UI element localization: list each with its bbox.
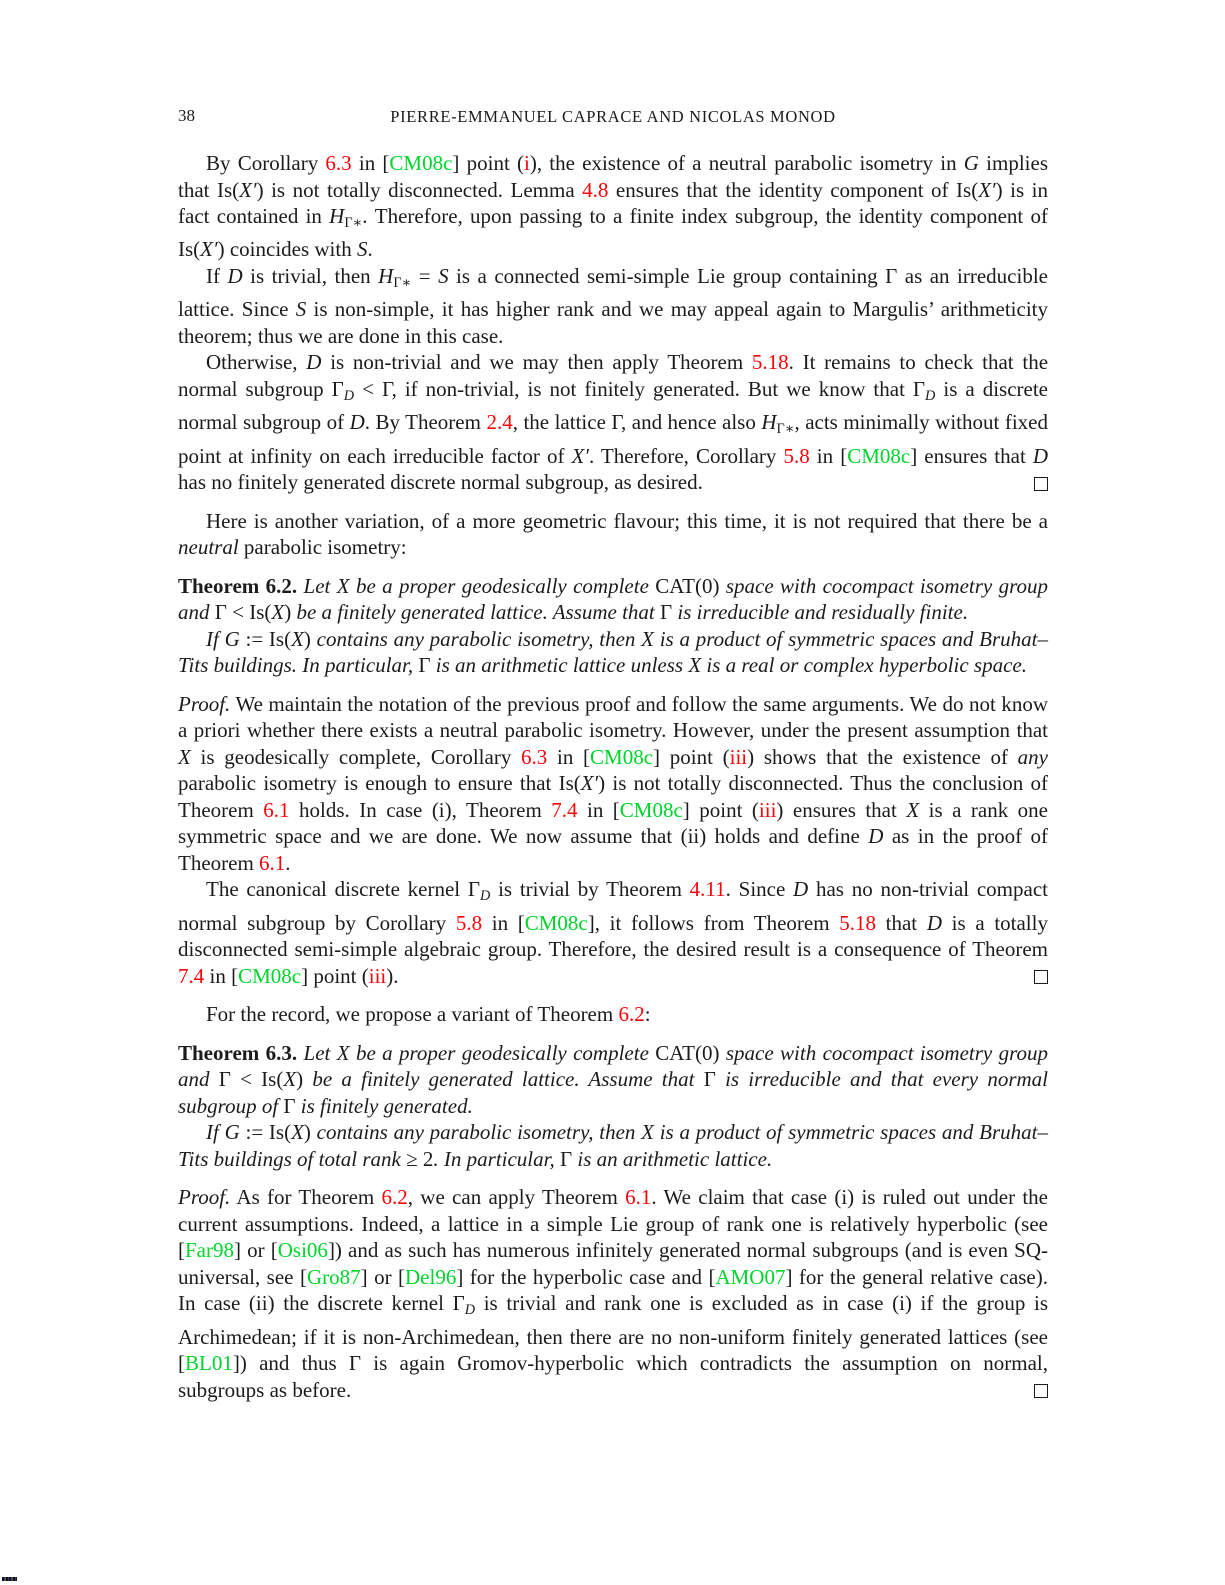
internal-ref-link[interactable]: iii [758, 797, 777, 822]
theorem-paragraph [178, 1040, 1048, 1120]
text-segment: ] point ( [653, 744, 730, 769]
text-segment: is an arithmetic lattice unless [430, 653, 689, 678]
text-segment: is a real or complex hyperbolic space. [701, 653, 1027, 678]
text-segment: . [285, 850, 291, 875]
text-segment: ) is not totally disconnected. Thus the conclusion of Theorem [178, 771, 1048, 822]
citation-link[interactable]: CM08c [847, 443, 911, 468]
internal-ref-link[interactable]: i [523, 151, 530, 175]
text-segment: is a connected semi-simple Lie group containing Γ as an irreducible lattice. Since [178, 263, 1048, 322]
text-segment: Γ [703, 1067, 716, 1092]
text-segment: : [644, 1002, 651, 1027]
internal-ref-link[interactable]: 6.1 [259, 850, 286, 875]
body-paragraph [178, 508, 1048, 561]
text-segment: . We claim that case (i) is ruled out under the current assumptions. Indeed, a lattice in a simple Lie group of rank one is relatively hyperbolic (see [ [178, 1185, 1049, 1263]
qed-box [1034, 477, 1048, 491]
text-segment: holds. In case (i), Theorem [289, 797, 552, 822]
citation-link[interactable]: Gro87 [306, 1264, 361, 1289]
text-segment: = [411, 263, 439, 288]
text-segment: that [875, 910, 927, 935]
internal-ref-link[interactable]: 5.18 [751, 350, 789, 375]
text-segment: X [291, 1120, 304, 1145]
citation-link[interactable]: CM08c [524, 910, 588, 935]
internal-ref-link[interactable]: 2.4 [486, 410, 513, 435]
text-segment: ) is not totally disconnected. Lemma [256, 177, 583, 202]
text-segment: The canonical discrete kernel Γ [206, 877, 481, 902]
text-segment: is a rank one symmetric space and we are done. We now assume that (ii) holds and define [178, 797, 1049, 849]
citation-link[interactable]: CM08c [590, 744, 654, 769]
text-segment: ] point ( [452, 151, 524, 175]
qed-box [1034, 970, 1048, 984]
text-segment: By Corollary [206, 151, 326, 175]
text-segment: is trivial and rank one is excluded as in case (i) if the group is Archimedean; if it is non-Archimedean, then there are no non-uniform finitely generated lattices (see [ [178, 1291, 1048, 1376]
text-segment: . Since [725, 877, 794, 902]
text-segment: G [224, 1120, 240, 1145]
text-segment: ] point ( [301, 963, 369, 988]
citation-link[interactable]: CM08c [389, 151, 453, 175]
text-segment: Γ [283, 1093, 296, 1118]
citation-link[interactable]: AMO07 [715, 1264, 786, 1289]
text-segment: in [ [351, 151, 390, 175]
text-segment: ) [303, 1120, 311, 1145]
text-segment: . In particular, [433, 1146, 560, 1171]
text-segment: . It remains to check that the normal subgroup Γ [178, 350, 1049, 401]
text-segment: is finitely generated. [295, 1093, 473, 1118]
text-segment: ) shows that the existence of [747, 744, 1018, 769]
text-segment: in [ [577, 797, 620, 822]
text-segment: H [378, 263, 394, 288]
text-segment: CAT(0) [655, 573, 720, 598]
text-segment: is a totally disconnected semi-simple algebraic group. Therefore, the desired result is a consequence of Theorem [178, 910, 1048, 962]
text-segment: < Γ, if non-trivial, is not finitely generated. But we know that Γ [354, 376, 926, 401]
text-segment: has no finitely generated discrete normal subgroup, as desired. [178, 470, 703, 495]
running-header [178, 106, 1048, 128]
text-segment: . Therefore, upon passing to a finite index subgroup, the identity component of Is( [178, 204, 1048, 262]
text-segment: is a product of symmetric spaces and Bruhat–Tits buildings. In particular, [178, 626, 1048, 678]
body-paragraph [178, 349, 1048, 495]
text-segment: D [793, 877, 809, 902]
body-paragraph [178, 876, 1048, 989]
text-segment: X [641, 626, 654, 651]
text-segment: D [227, 263, 243, 288]
text-segment: ], it follows from Theorem [587, 910, 840, 935]
text-segment: If [206, 626, 225, 651]
text-segment: Otherwise, [206, 350, 307, 375]
text-segment: ] or [ [234, 1238, 278, 1263]
text-segment: We maintain the notation of the previous proof and follow the same arguments. We do not know a priori whether there exists a neutral parabolic isometry. However, under the present assumption that [178, 691, 1048, 743]
text-segment: X [688, 653, 702, 678]
text-segment: , acts minimally without fixed point at infinity on each irreducible factor of [178, 410, 1048, 468]
text-segment: Let [303, 573, 337, 598]
text-segment: Γ∗ [393, 274, 412, 291]
text-segment: . By Theorem [364, 410, 487, 435]
text-segment: X′ [580, 771, 599, 796]
text-segment: is a product of symmetric spaces and Bruhat–Tits buildings of total rank [178, 1120, 1048, 1171]
internal-ref-link[interactable]: 5.8 [783, 443, 810, 468]
text-segment: ) is in fact contained in [178, 177, 1048, 228]
text-segment: Let [303, 1040, 337, 1065]
text-segment: ] or [ [360, 1264, 406, 1289]
text-segment: Here is another variation, of a more geometric flavour; this time, it is not required that there be a [206, 508, 1048, 533]
text-segment: Γ < Is( [214, 600, 272, 625]
text-segment: For the record, we propose a variant of Theorem [206, 1002, 619, 1027]
internal-ref-link[interactable]: 5.8 [455, 910, 483, 935]
text-segment: in [ [547, 744, 591, 769]
text-segment: D [349, 410, 365, 435]
text-segment: := Is( [239, 1120, 292, 1145]
internal-ref-link[interactable]: 6.1 [625, 1185, 652, 1210]
text-segment: Γ∗ [344, 214, 363, 231]
text-segment: be a finitely generated lattice. Assume that [303, 1067, 704, 1092]
text-segment: If [206, 1120, 225, 1145]
text-segment: as in the proof of Theorem [178, 824, 1048, 875]
theorem-paragraph [178, 573, 1048, 626]
internal-ref-link[interactable]: 7.4 [178, 963, 205, 988]
body-paragraph [178, 150, 1048, 263]
text-segment: D [926, 910, 942, 935]
text-segment: Γ [560, 1146, 573, 1171]
body-paragraph [178, 263, 1048, 349]
text-segment: ), the existence of a neutral parabolic isometry in [529, 151, 964, 175]
text-segment: X [336, 1040, 350, 1065]
text-segment: X [283, 1067, 297, 1092]
text-segment: X [271, 600, 285, 625]
text-segment: in [ [809, 443, 848, 468]
text-segment: ] for the general relative case). In case (ii) the discrete kernel Γ [178, 1264, 1048, 1316]
text-segment: D [868, 824, 884, 849]
text-segment: D [343, 387, 355, 404]
internal-ref-link[interactable]: 4.8 [582, 177, 609, 202]
theorem-paragraph [178, 1119, 1048, 1172]
text-segment: As for Theorem [230, 1185, 382, 1210]
text-segment: parabolic isometry is enough to ensure that Is( [178, 771, 581, 796]
citation-link[interactable]: Far98 [185, 1238, 234, 1263]
text-segment: D [464, 1302, 476, 1319]
text-segment: . Therefore, Corollary [588, 443, 784, 468]
text-segment: contains any parabolic isometry, then [310, 626, 642, 651]
text-segment: Theorem 6.2. [178, 573, 298, 598]
text-segment: D [306, 350, 322, 375]
text-segment: Γ [660, 600, 673, 625]
text-segment: X′ [571, 443, 589, 468]
citation-link[interactable]: Osi06 [277, 1238, 328, 1263]
text-segment: space with cocompact isometry group and [178, 573, 1048, 625]
internal-ref-link[interactable]: iii [368, 963, 387, 988]
page-number: 38 [178, 106, 195, 125]
text-segment: , the lattice Γ, and hence also [512, 410, 762, 435]
running-title: PIERRE-EMMANUEL CAPRACE AND NICOLAS MONOD [390, 107, 836, 126]
text-segment: ) coincides with [217, 237, 357, 262]
text-segment: X [178, 744, 191, 769]
text-segment: ) [303, 626, 311, 651]
text-segment: If [206, 263, 228, 288]
internal-ref-link[interactable]: 6.2 [618, 1002, 645, 1027]
text-segment: X [906, 797, 920, 822]
text-segment: is trivial, then [242, 263, 379, 288]
text-segment: ] ensures that [910, 443, 1033, 468]
text-segment: is an arithmetic lattice. [572, 1146, 773, 1171]
paper-page [178, 106, 1048, 1403]
internal-ref-link[interactable]: iii [729, 744, 748, 769]
text-segment: parabolic isometry: [238, 535, 407, 560]
text-segment: contains any parabolic isometry, then [310, 1120, 642, 1145]
text-segment: any [1017, 744, 1048, 769]
text-segment: H [761, 410, 777, 435]
text-segment: D [925, 387, 936, 404]
text-segment: Proof. [178, 1185, 231, 1210]
text-segment: is non-trivial and we may then apply Theorem [321, 350, 752, 375]
text-segment: Proof. [178, 691, 231, 716]
text-segment: ]) and as such has numerous infinitely generated normal subgroups (and is even SQ-universal, see [ [178, 1238, 1048, 1289]
text-segment: X′ [239, 177, 257, 202]
citation-link[interactable]: BL01 [185, 1351, 233, 1376]
text-segment: Γ∗ [776, 421, 795, 438]
text-segment: H [329, 204, 345, 228]
text-segment: D [480, 888, 491, 905]
citation-link[interactable]: CM08c [238, 963, 302, 988]
text-segment: Γ < Is( [218, 1067, 284, 1092]
text-segment: is non-simple, it has higher rank and we may appeal again to Margulis’ arithmeticity theorem; thus we are done in this case. [178, 297, 1048, 348]
proof-paragraph [178, 691, 1048, 877]
text-segment: ). [386, 963, 399, 988]
body-paragraph [178, 1001, 1048, 1028]
internal-ref-link[interactable]: 5.18 [839, 910, 876, 935]
bottom-left-scan-artifact [2, 1577, 17, 1581]
text-segment: ≥ 2 [406, 1146, 434, 1171]
text-segment: S [295, 297, 307, 322]
qed-box [1034, 1384, 1048, 1398]
text-segment: implies that Is( [178, 151, 1048, 202]
text-segment: in [ [482, 910, 525, 935]
text-segment: ensures that the identity component of Is( [608, 177, 979, 202]
text-segment: X [641, 1120, 654, 1145]
text-segment: is irreducible and that every normal subgroup of [178, 1067, 1048, 1118]
text-segment: is geodesically complete, Corollary [190, 744, 522, 769]
theorem-paragraph [178, 626, 1048, 679]
text-segment: X [336, 573, 350, 598]
text-segment: X′ [200, 237, 218, 262]
text-segment: G [224, 626, 240, 651]
text-segment: space with cocompact isometry group and [178, 1040, 1048, 1092]
text-segment: ] for the hyperbolic case and [ [456, 1264, 716, 1289]
text-segment: ) ensures that [776, 797, 907, 822]
text-segment: Γ [418, 653, 431, 678]
text-segment: is a discrete normal subgroup of [178, 376, 1048, 435]
text-segment: be a proper geodesically complete [349, 573, 656, 598]
text-segment: Theorem 6.3. [178, 1040, 298, 1065]
text-segment: X [291, 626, 304, 651]
internal-ref-link[interactable]: 6.3 [325, 151, 352, 175]
page-body [178, 150, 1048, 1403]
internal-ref-link[interactable]: 7.4 [551, 797, 578, 822]
text-segment: ) [296, 1067, 304, 1092]
internal-ref-link[interactable]: 6.3 [521, 744, 548, 769]
text-segment: . [367, 237, 373, 262]
text-segment: ) [284, 600, 292, 625]
proof-paragraph [178, 1184, 1048, 1403]
text-segment: X′ [978, 177, 996, 202]
text-segment: , we can apply Theorem [407, 1185, 626, 1210]
text-segment: ]) and thus Γ is again Gromov-hyperbolic which contradicts the assumption on normal, subgroups as before. [178, 1351, 1048, 1402]
text-segment: CAT(0) [655, 1040, 720, 1065]
text-segment: G [963, 151, 979, 175]
text-segment: D [1032, 443, 1049, 468]
internal-ref-link[interactable]: 6.1 [263, 797, 290, 822]
text-segment: has no non-trivial compact normal subgroup by Corollary [178, 877, 1048, 935]
text-segment: S [356, 237, 368, 262]
text-segment: in [ [204, 963, 239, 988]
text-segment: S [438, 263, 449, 288]
citation-link[interactable]: CM08c [619, 797, 683, 822]
text-segment: be a proper geodesically complete [349, 1040, 656, 1065]
text-segment: is irreducible and residually finite. [672, 600, 969, 625]
internal-ref-link[interactable]: 4.11 [689, 877, 726, 902]
text-segment: := Is( [239, 626, 292, 651]
text-segment: neutral [178, 535, 239, 560]
text-segment: is trivial by Theorem [490, 877, 690, 902]
citation-link[interactable]: Del96 [405, 1264, 457, 1289]
internal-ref-link[interactable]: 6.2 [381, 1185, 408, 1210]
text-segment: ] point ( [682, 797, 759, 822]
text-segment: be a finitely generated lattice. Assume that [291, 600, 661, 625]
